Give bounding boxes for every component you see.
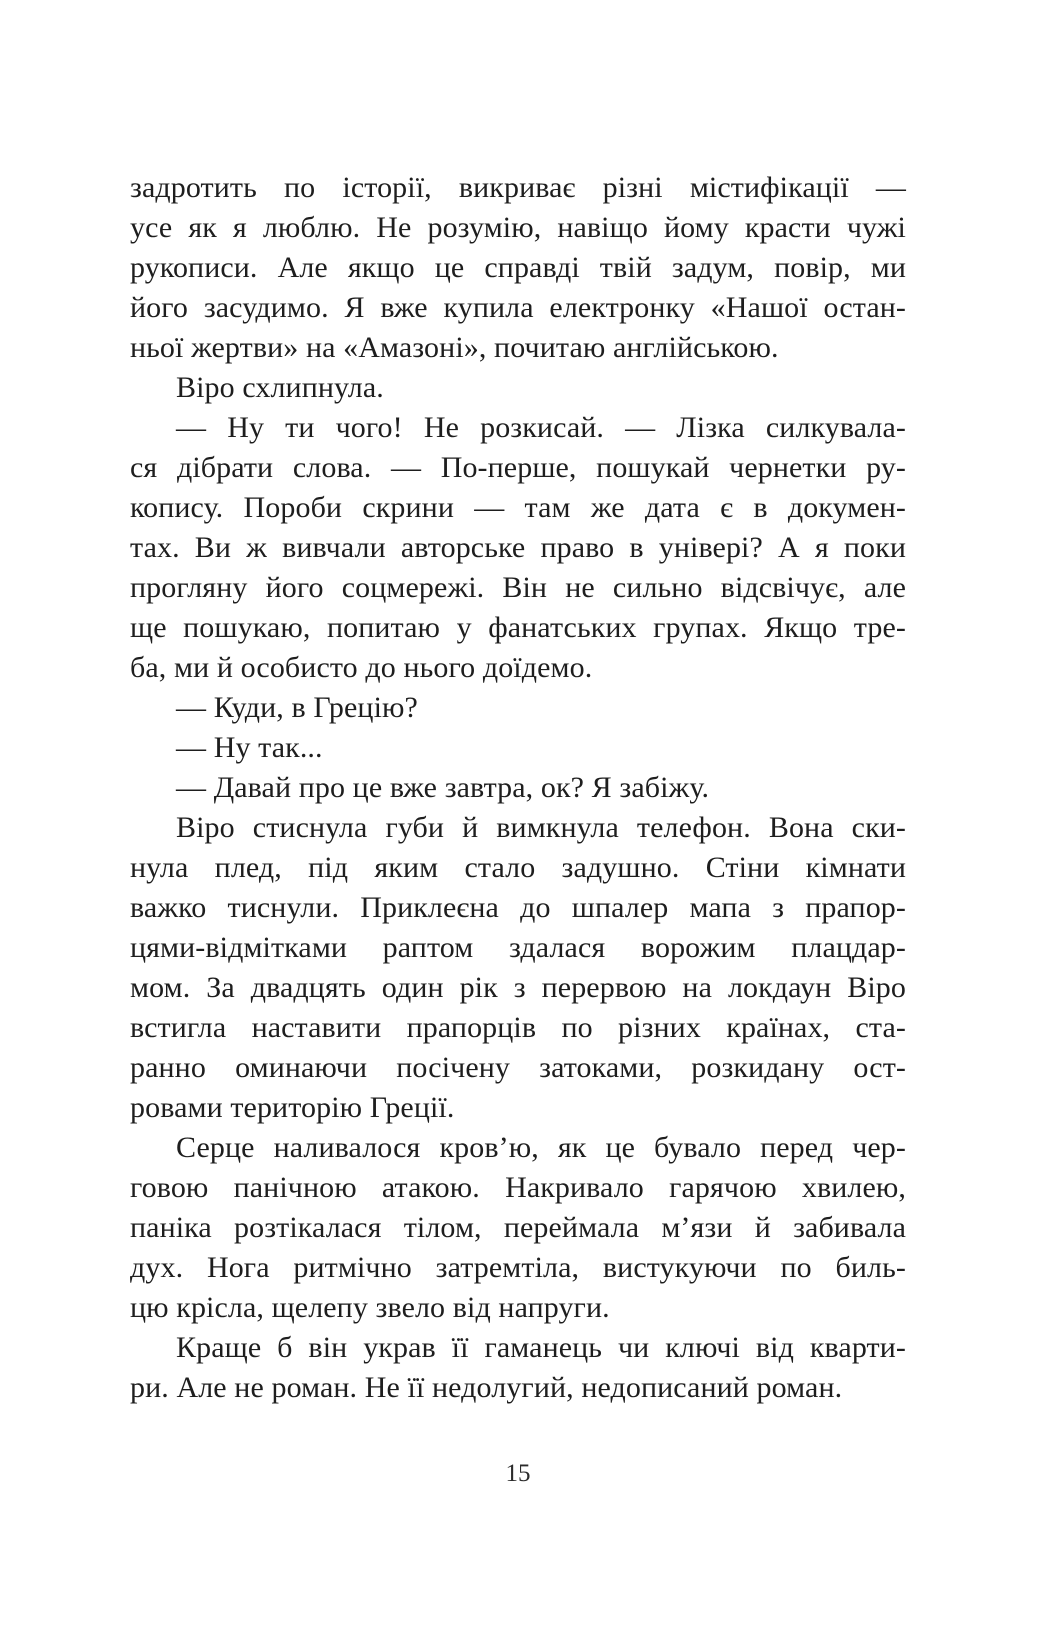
text-line: ба, ми й особисто до нього доїдемо. bbox=[130, 651, 593, 684]
text-line: ранно оминаючи посічену затоками, розкидану ост- bbox=[130, 1051, 906, 1084]
text-line: ри. Але не роман. Не її недолугий, недописаний роман. bbox=[130, 1371, 843, 1404]
text-line: Краще б він украв її гаманець чи ключі від кварти- bbox=[176, 1331, 906, 1364]
text-line: говою панічною атакою. Накривало гарячою хвилею, bbox=[130, 1171, 906, 1204]
text-line: Віро схлипнула. bbox=[176, 371, 384, 404]
paragraph bbox=[130, 768, 906, 808]
text-line: Серце наливалося кров’ю, як це бувало перед чер- bbox=[176, 1131, 906, 1164]
text-line: паніка розтікалася тілом, переймала м’язи й забивала bbox=[130, 1211, 906, 1244]
text-line: ньої жертви» на «Амазоні», почитаю англійською. bbox=[130, 331, 779, 364]
paragraph bbox=[130, 1328, 906, 1408]
paragraph bbox=[130, 168, 906, 368]
text-line: ся дібрати слова. — По-перше, пошукай чернетки ру- bbox=[130, 451, 906, 484]
page-text bbox=[130, 168, 906, 1408]
paragraph bbox=[130, 728, 906, 768]
text-line: нула плед, під яким стало задушно. Стіни кімнати bbox=[130, 851, 906, 884]
text-line: рукописи. Але якщо це справді твій задум, повір, ми bbox=[130, 251, 906, 284]
text-line: — Ну так... bbox=[176, 731, 323, 764]
text-line: цю крісла, щелепу звело від напруги. bbox=[130, 1291, 610, 1324]
text-line: тах. Ви ж вивчали авторське право в універі? А я поки bbox=[130, 531, 906, 564]
text-line: дух. Нога ритмічно затремтіла, вистукуючи по биль- bbox=[130, 1251, 906, 1284]
paragraph bbox=[130, 808, 906, 1128]
paragraph bbox=[130, 408, 906, 688]
text-line: встигла наставити прапорців по різних країнах, ста- bbox=[130, 1011, 906, 1044]
text-line: — Давай про це вже завтра, ок? Я забіжу. bbox=[176, 771, 710, 804]
text-line: його засудимо. Я вже купила електронку «Нашої остан- bbox=[130, 291, 906, 324]
text-line: — Куди, в Грецію? bbox=[176, 691, 418, 724]
text-line: ровами територію Греції. bbox=[130, 1091, 455, 1124]
text-line: мом. За двадцять один рік з перервою на локдаун Віро bbox=[130, 971, 906, 1004]
paragraph bbox=[130, 1128, 906, 1328]
paragraph bbox=[130, 688, 906, 728]
text-line: — Ну ти чого! Не розкисай. — Лізка силкувала- bbox=[176, 411, 906, 444]
text-line: ще пошукаю, попитаю у фанатських групах. Якщо тре- bbox=[130, 611, 906, 644]
text-line: важко тиснули. Приклеєна до шпалер мапа з прапор- bbox=[130, 891, 906, 924]
page-number: 15 bbox=[505, 1460, 531, 1487]
text-line: усе як я люблю. Не розумію, навіщо йому красти чужі bbox=[130, 211, 906, 244]
text-line: цями-відмітками раптом здалася ворожим плацдар- bbox=[130, 931, 906, 964]
text-line: прогляну його соцмережі. Він не сильно відсвічує, але bbox=[130, 571, 906, 604]
text-line: Віро стиснула губи й вимкнула телефон. Вона ски- bbox=[176, 811, 906, 844]
text-line: задротить по історії, викриває різні містифікації — bbox=[130, 171, 906, 204]
paragraph bbox=[130, 368, 906, 408]
text-line: копису. Пороби скрини — там же дата є в докумен- bbox=[130, 491, 906, 524]
